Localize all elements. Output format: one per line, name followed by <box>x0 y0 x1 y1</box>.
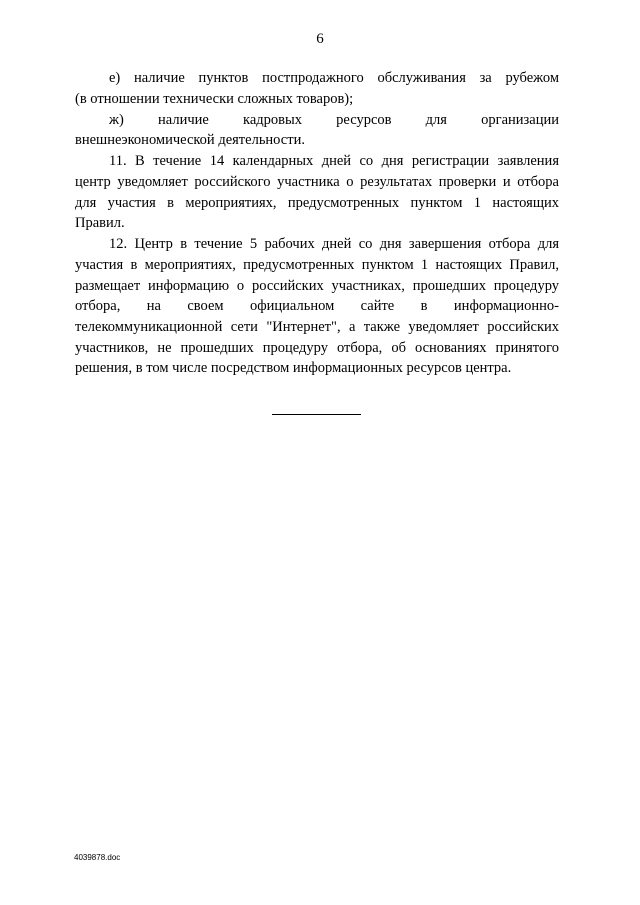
paragraph-12-line-4: отбора, на своем официальном сайте в информационно- <box>75 298 559 314</box>
paragraph-12-line-7: решения, в том числе посредством информационных ресурсов центра. <box>75 360 512 376</box>
paragraph-11-line-1: 11. В течение 14 календарных дней со дня регистрации заявления <box>109 153 559 169</box>
paragraph-12-line-2: участия в мероприятиях, предусмотренных пунктом 1 настоящих Правил, <box>75 257 559 273</box>
paragraph-12-line-5: телекоммуникационной сети "Интернет", а также уведомляет российских <box>75 319 559 335</box>
paragraph-11-line-2: центр уведомляет российского участника о результатах проверки и отбора <box>75 174 559 190</box>
item-zh-line-1: ж) наличие кадровых ресурсов для организации <box>109 112 559 128</box>
item-e-line-2: (в отношении технически сложных товаров); <box>75 91 354 107</box>
item-e-line-1: е) наличие пунктов постпродажного обслуживания за рубежом <box>109 70 559 86</box>
paragraph-11-line-4: Правил. <box>75 215 125 231</box>
paragraph-12-line-3: размещает информацию о российских участниках, прошедших процедуру <box>75 278 559 294</box>
paragraph-12-line-6: участников, не прошедших процедуру отбора, об основаниях принятого <box>75 340 559 356</box>
paragraph-12-line-1: 12. Центр в течение 5 рабочих дней со дня завершения отбора для <box>109 236 559 252</box>
end-divider <box>272 414 361 415</box>
page-number: 6 <box>316 31 324 47</box>
paragraph-11-line-3: для участия в мероприятиях, предусмотренных пунктом 1 настоящих <box>75 195 559 211</box>
footer-doc-id: 4039878.doc <box>74 853 121 862</box>
item-zh-line-2: внешнеэкономической деятельности. <box>75 132 305 148</box>
